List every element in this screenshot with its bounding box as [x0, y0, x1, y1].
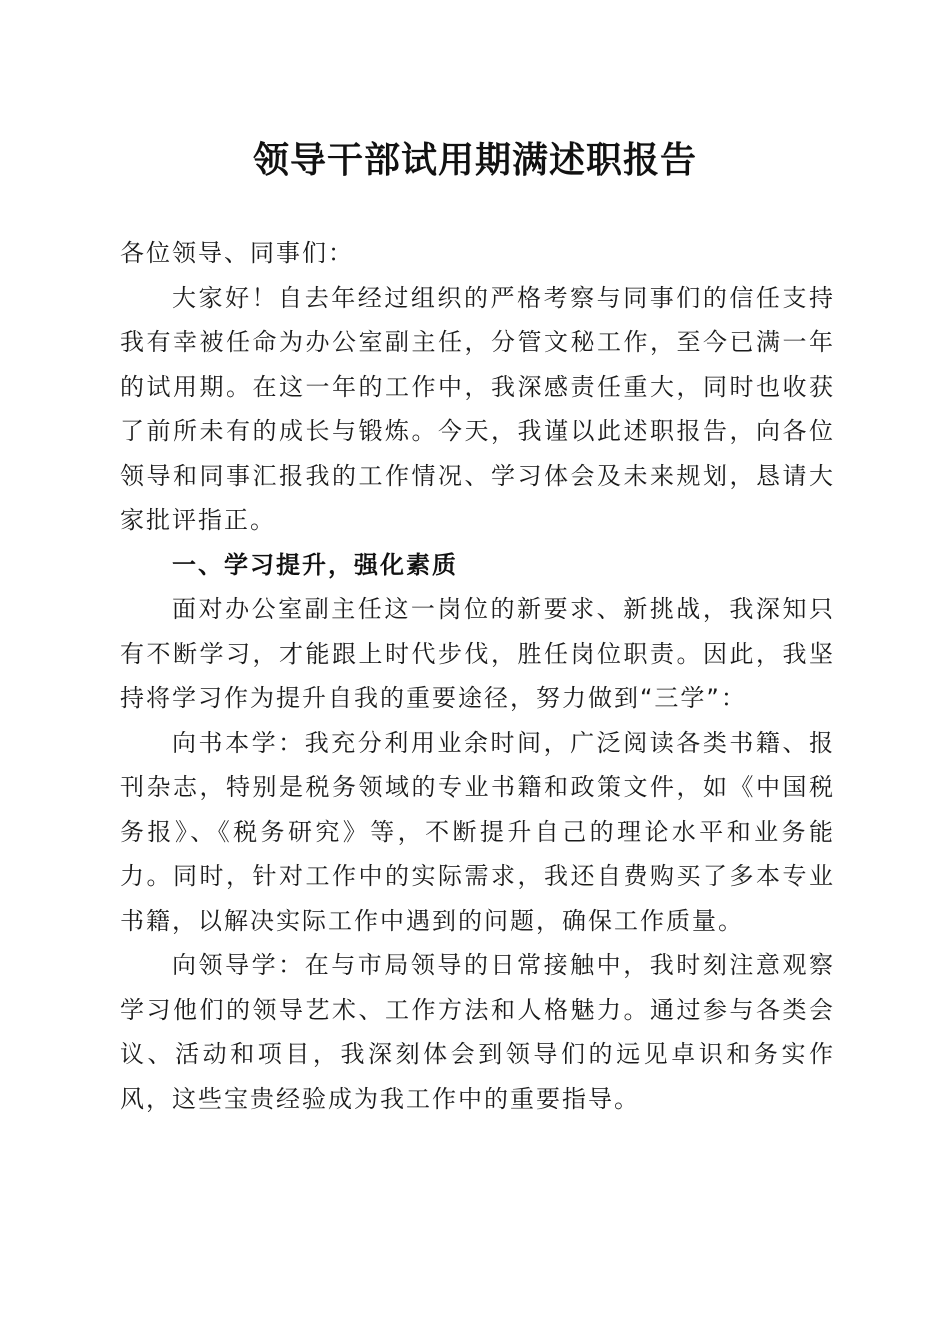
section-heading: 一、学习提升，强化素质 — [172, 550, 458, 579]
section-intro-paragraph: 面对办公室副主任这一岗位的新要求、新挑战，我深知只有不断学习，才能跟上时代步伐，胜任岗位职责。因此，我坚持将学习作为提升自我的重要途径，努力做到“三学”： — [120, 595, 835, 712]
document-body — [120, 231, 835, 1121]
learn-from-books-paragraph: 向书本学：我充分利用业余时间，广泛阅读各类书籍、报刊杂志，特别是税务领域的专业书籍和政策文件，如《中国税务报》、《税务研究》等，不断提升自己的理论水平和业务能力。同时，针对工作中的实际需求，我还自费购买了多本专业书籍，以解决实际工作中遇到的问题，确保工作质量。 — [120, 728, 835, 935]
salutation: 各位领导、同事们： — [120, 239, 354, 267]
opening-paragraph: 大家好！自去年经过组织的严格考察与同事们的信任支持我有幸被任命为办公室副主任，分管文秘工作，至今已满一年的试用期。在这一年的工作中，我深感责任重大，同时也收获了前所未有的成长与锻炼。今天，我谨以此述职报告，向各位领导和同事汇报我的工作情况、学习体会及未来规划，恳请大家批评指正。 — [120, 283, 835, 534]
document-title: 领导干部试用期满述职报告 — [252, 139, 697, 181]
learn-from-leaders-paragraph: 向领导学：在与市局领导的日常接触中，我时刻注意观察学习他们的领导艺术、工作方法和人格魅力。通过参与各类会议、活动和项目，我深刻体会到领导们的远见卓识和务实作风，这些宝贵经验成为我工作中的重要指导。 — [120, 951, 835, 1113]
